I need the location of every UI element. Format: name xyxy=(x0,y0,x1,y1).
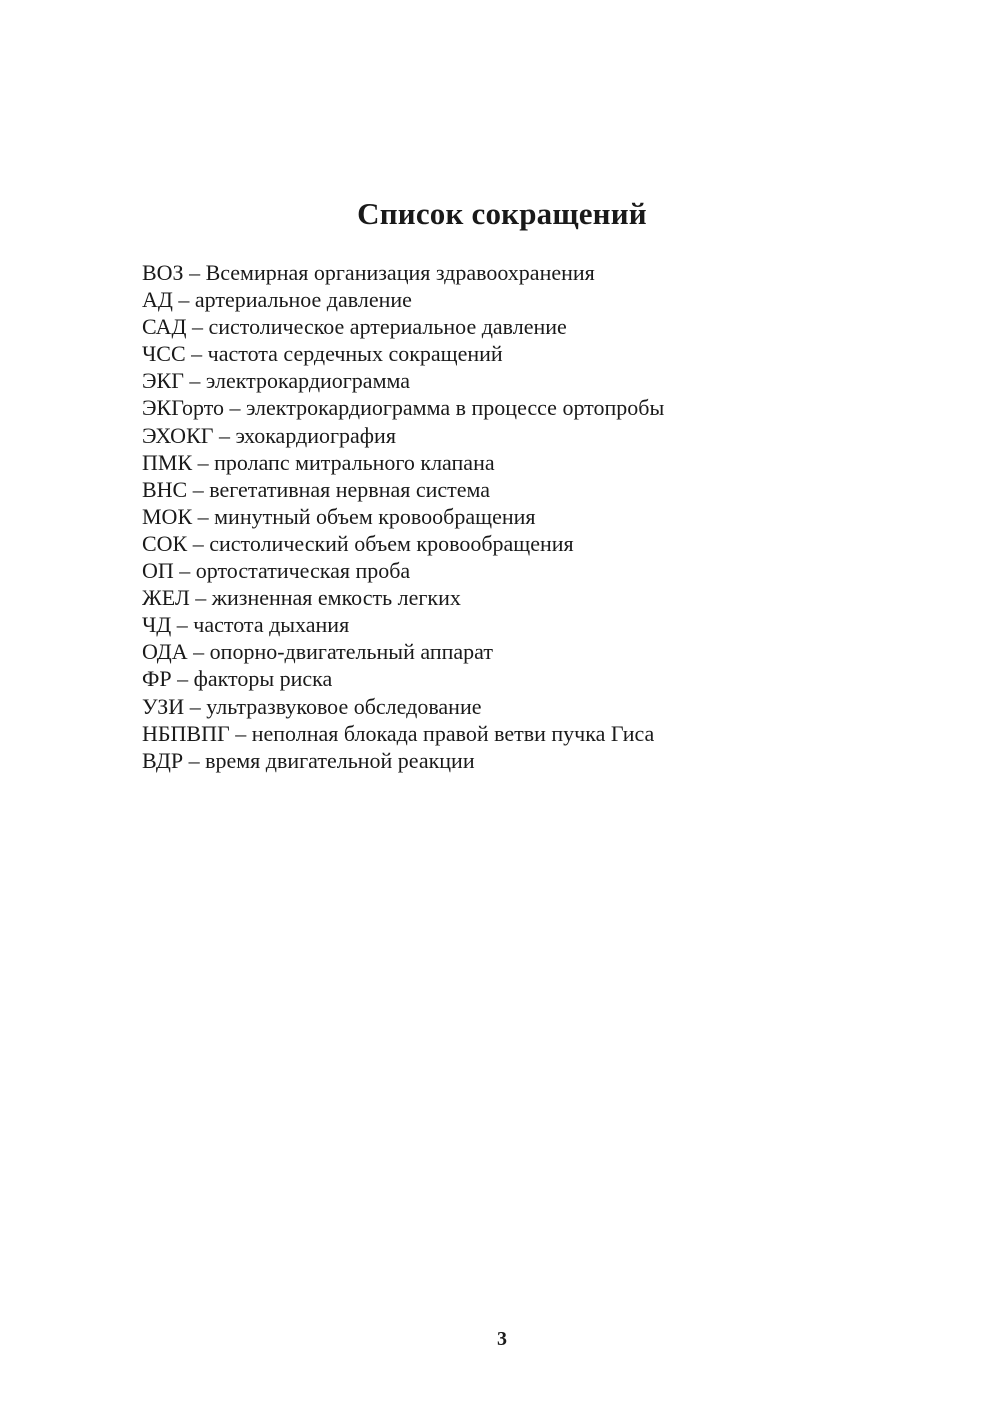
abbreviation-item: МОК – минутный объем кровообращения xyxy=(142,503,536,529)
abbreviation-item: НБПВПГ – неполная блокада правой ветви пучка Гиса xyxy=(142,720,655,746)
abbreviation-item: ЖЕЛ – жизненная емкость легких xyxy=(142,585,461,611)
abbreviation-item: ОДА – опорно-двигательный аппарат xyxy=(142,639,493,665)
page-number: 3 xyxy=(497,1328,507,1350)
abbreviation-item: САД – систолическое артериальное давление xyxy=(142,314,567,340)
abbreviation-list xyxy=(142,259,664,774)
abbreviation-item: ВНС – вегетативная нервная система xyxy=(142,476,491,502)
abbreviation-item: ЭКГ – электрокардиограмма xyxy=(142,368,411,394)
abbreviation-item: ВОЗ – Всемирная организация здравоохранения xyxy=(142,260,595,285)
abbreviation-item: ФР – факторы риска xyxy=(142,666,333,692)
abbreviation-item: ВДР – время двигательной реакции xyxy=(142,747,475,773)
abbreviation-item: АД – артериальное давление xyxy=(142,287,412,313)
abbreviation-item: ОП – ортостатическая проба xyxy=(142,558,411,584)
abbreviation-item: ПМК – пролапс митрального клапана xyxy=(142,449,495,475)
abbreviation-item: УЗИ – ультразвуковое обследование xyxy=(142,693,482,719)
abbreviation-item: ЧСС – частота сердечных сокращений xyxy=(142,341,503,367)
page-title: Список сокращений xyxy=(357,196,647,231)
abbreviation-item: ЧД – частота дыхания xyxy=(142,612,350,638)
abbreviation-item: ЭКГорто – электрокардиограмма в процессе ортопробы xyxy=(142,395,665,421)
abbreviation-item: ЭХОКГ – эхокардиография xyxy=(142,422,396,448)
abbreviation-item: СОК – систолический объем кровообращения xyxy=(142,530,574,556)
